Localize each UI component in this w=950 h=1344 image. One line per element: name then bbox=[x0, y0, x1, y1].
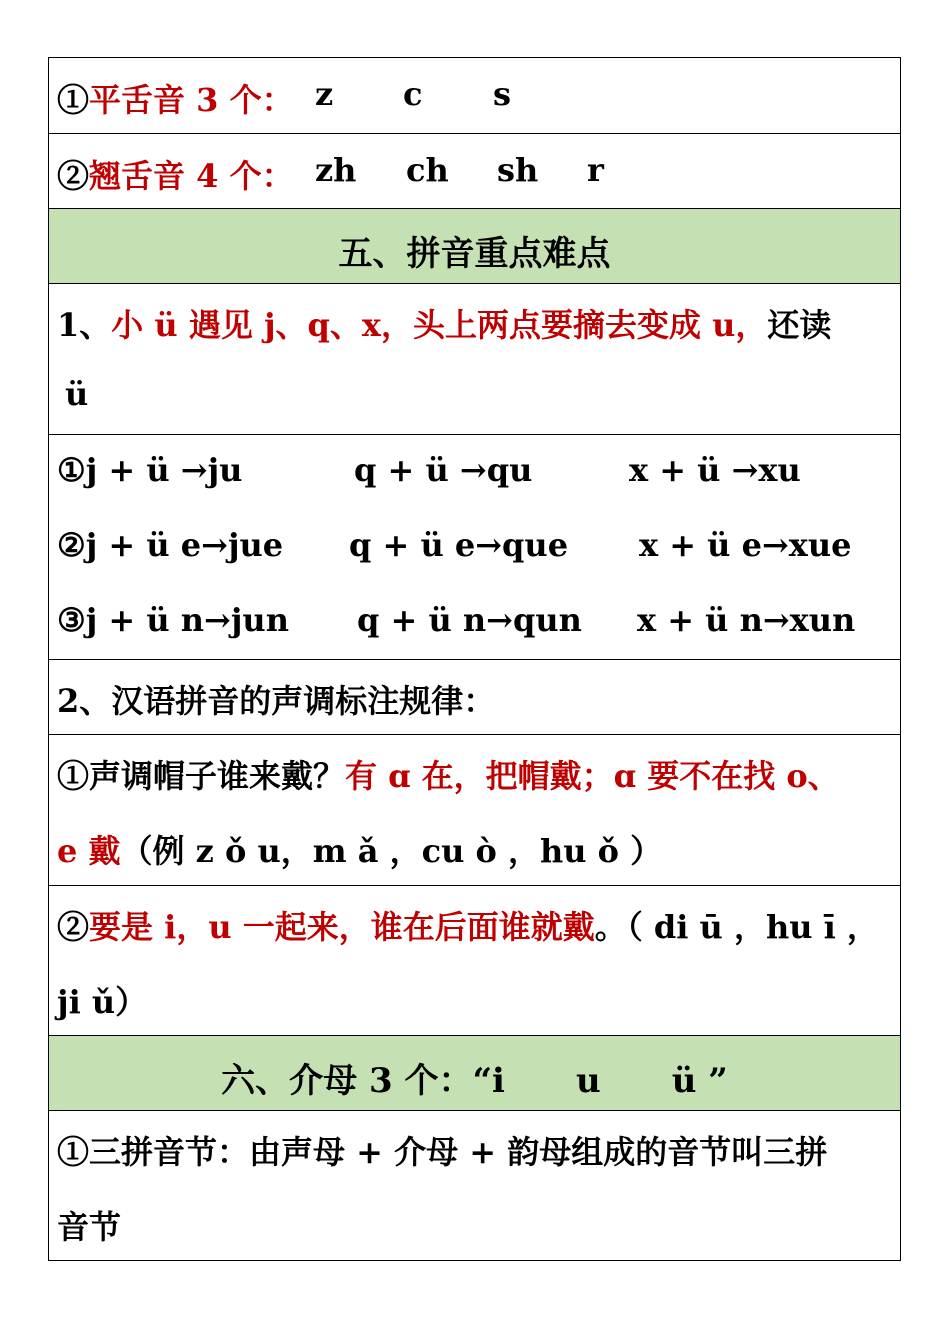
tone-cap-examples: （例 z ǒ u，m ǎ ，cu ò ，hu ǒ ） bbox=[120, 832, 663, 870]
three-spell-definition: ①三拼音节：由声母 + 介母 + 韵母组成的音节叫三拼 bbox=[57, 1133, 828, 1171]
three-spell-continuation: 音节 bbox=[57, 1208, 122, 1246]
initial-c: c bbox=[403, 75, 423, 113]
iu-rule-continuation: ji ǔ） bbox=[57, 983, 148, 1021]
initial-s: s bbox=[493, 75, 512, 113]
flat-tongue-label: 平舌音 3 个： bbox=[89, 81, 294, 119]
example-x-ue: x + ü e→xue bbox=[639, 526, 852, 564]
row-three-spell bbox=[48, 1111, 901, 1261]
section-title: 六、介母 3 个：“i u ü ” bbox=[221, 1061, 728, 1101]
example-j-ue: ②j + ü e→jue bbox=[57, 526, 284, 564]
initial-z: z bbox=[315, 75, 334, 113]
content-table bbox=[48, 57, 901, 1261]
iu-rule-examples: 。（ di ū ，hu ī ， bbox=[594, 908, 879, 946]
tone-cap-question: ①声调帽子谁来戴？ bbox=[57, 757, 346, 795]
initial-r: r bbox=[587, 151, 604, 189]
rule-text: 小 ü 遇见 j、q、x，头上两点要摘去变成 u， bbox=[111, 306, 768, 344]
row-tone-cap bbox=[48, 735, 901, 886]
row-flat-tongue bbox=[48, 58, 901, 134]
rule-number: 1、 bbox=[57, 306, 112, 344]
tone-cap-rule: 有 ɑ 在，把帽戴；ɑ 要不在找 o、 bbox=[345, 757, 840, 795]
row-u-umlaut-rule bbox=[48, 284, 901, 435]
item-number: ① bbox=[57, 81, 90, 119]
row-jqx-examples bbox=[48, 435, 901, 660]
item-number: ② bbox=[57, 157, 90, 195]
example-q-un: q + ü n→qun bbox=[357, 601, 582, 639]
initial-sh: sh bbox=[497, 151, 539, 189]
example-q-u: q + ü →qu bbox=[354, 451, 533, 489]
section-title: 五、拼音重点难点 bbox=[338, 234, 611, 274]
section-header-6 bbox=[48, 1036, 901, 1111]
tone-rule-title: 2、汉语拼音的声调标注规律： bbox=[57, 682, 496, 720]
example-x-u: x + ü →xu bbox=[629, 451, 801, 489]
example-j-un: ③j + ü n→jun bbox=[57, 601, 289, 639]
iu-rule-text: 要是 i，u 一起来，谁在后面谁就戴 bbox=[89, 908, 595, 946]
section-header-5 bbox=[48, 209, 901, 284]
example-x-un: x + ü n→xun bbox=[637, 601, 856, 639]
example-j-u: ①j + ü →ju bbox=[57, 451, 243, 489]
example-q-ue: q + ü e→que bbox=[349, 526, 569, 564]
row-iu-rule bbox=[48, 886, 901, 1036]
initial-ch: ch bbox=[406, 151, 449, 189]
tone-cap-rule-end: e 戴 bbox=[57, 832, 121, 870]
initial-zh: zh bbox=[315, 151, 357, 189]
rule-tail: 还读 bbox=[767, 306, 832, 344]
rule-continuation: ü bbox=[65, 375, 89, 413]
retroflex-label: 翘舌音 4 个： bbox=[89, 157, 294, 195]
row-retroflex bbox=[48, 134, 901, 209]
row-tone-rule-title bbox=[48, 660, 901, 735]
item-number: ② bbox=[57, 908, 90, 946]
